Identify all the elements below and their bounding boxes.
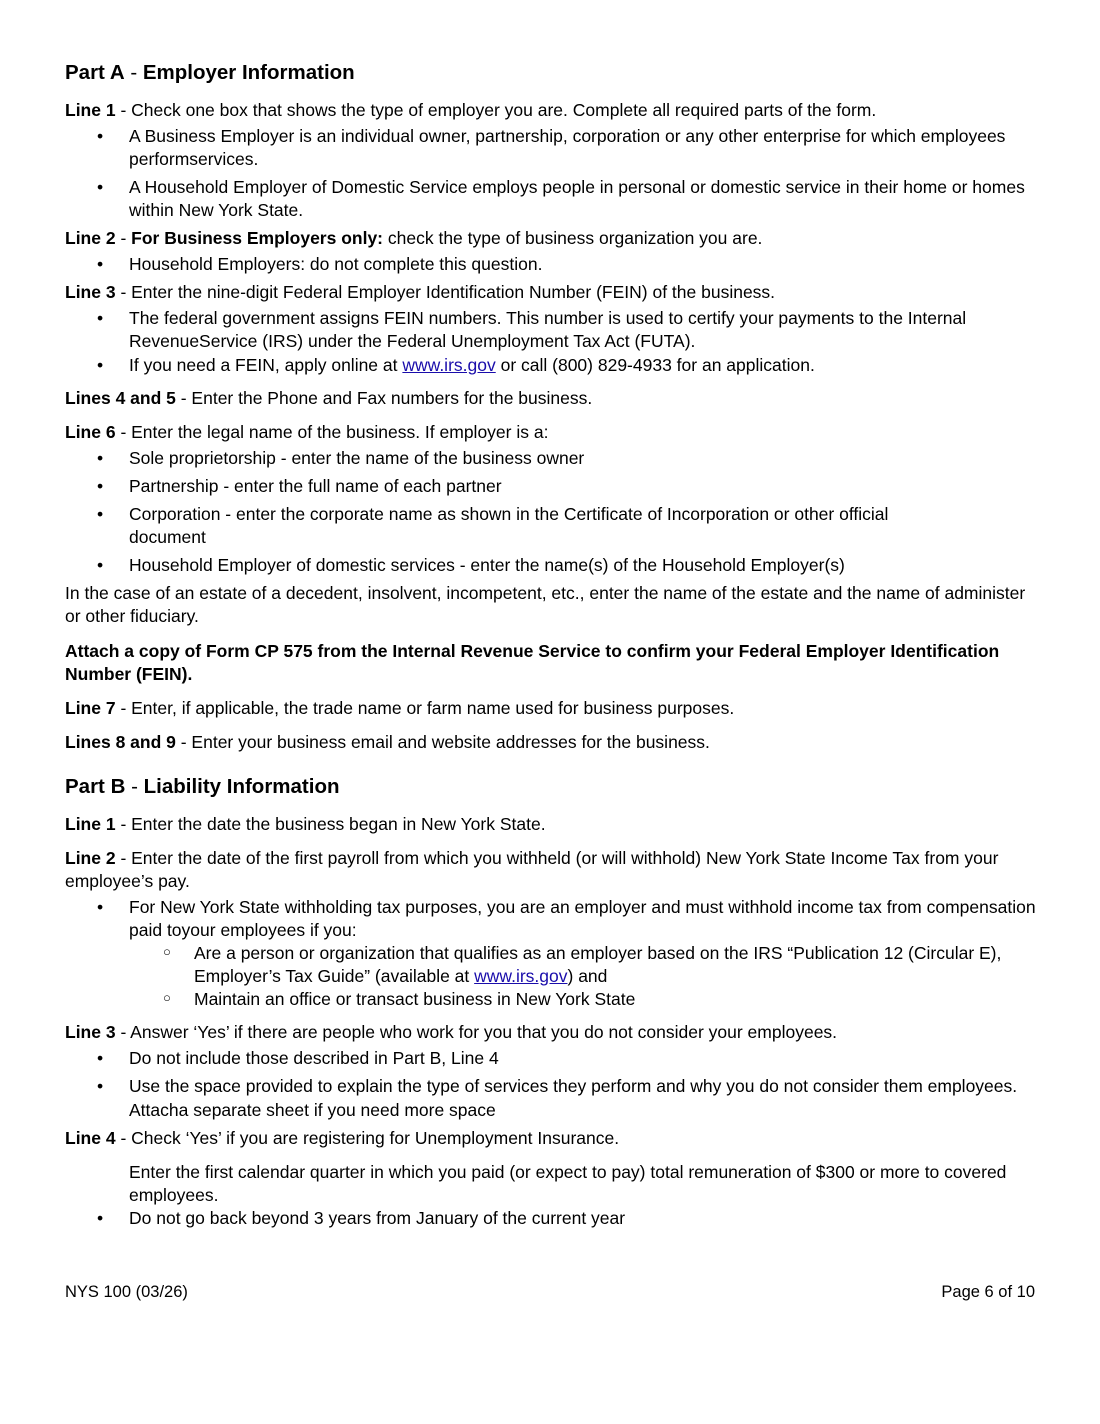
part-a-line6-bullets [65,447,1040,577]
part-a-line3-bullets [65,307,1040,376]
page-number: Page 6 of 10 [941,1283,1035,1301]
page-footer [65,1282,1035,1304]
list-item: • Sole proprietorship - enter the name of the business owner [65,447,1040,470]
line-text: - Enter the date the business began in New York State. [115,813,546,834]
list-item-text: If you need a FEIN, apply online at [129,354,403,375]
line-label: Lines 8 and 9 [65,731,176,752]
line-sep: - [115,228,132,249]
list-item: • The federal government assigns FEIN numbers. This number is used to certify your payments to the Internal RevenueService (IRS) under the Federal Unemployment Tax Act (FUTA). [65,307,1040,353]
line-label: Line 3 [65,1022,116,1043]
part-b-line1 [65,813,1040,836]
form-id: NYS 100 (03/26) [65,1283,188,1301]
part-b-line2 [65,847,1040,893]
sub-list-item-text: ) and [567,966,608,987]
line-label: Line 6 [65,421,116,442]
attach-note-text: Attach a copy of Form CP 575 from the Internal Revenue Service to confirm your Federal Employer Identification Number (FEIN). [65,640,1000,684]
part-a-line2 [65,227,1040,250]
attach-note [65,640,1040,686]
line-text: - Enter the nine-digit Federal Employer Identification Number (FEIN) of the business. [115,282,776,303]
line-bold-text: For Business Employers only: [131,228,384,249]
part-a-heading [65,60,1040,87]
part-a-line6 [65,421,1040,444]
part-b-line3-bullets [65,1047,1040,1121]
list-item [65,354,1040,377]
irs-link[interactable]: www.irs.gov [402,354,496,375]
line-text: - Check ‘Yes’ if you are registering for Unemployment Insurance. [115,1127,620,1148]
irs-link[interactable]: www.irs.gov [474,966,568,987]
part-b-line3 [65,1021,1040,1044]
part-a-sep: - [124,61,143,84]
part-b-label: Part B [65,774,126,798]
line-text: check the type of business organization you are. [383,228,763,249]
sub-list-item: ○ Maintain an office or transact business in New York State [129,988,1040,1011]
part-a-line1 [65,99,1040,122]
list-item-text: or call (800) 829-4933 for an application. [495,354,815,375]
list-item [65,896,1040,1011]
line-label: Line 1 [65,99,116,120]
part-a-line3 [65,281,1040,304]
line-text: - Enter the legal name of the business. If employer is a: [115,421,549,442]
estate-note: In the case of an estate of a decedent, insolvent, incompetent, etc., enter the name of the estate and the name of administer or other fiduciary. [65,583,1026,627]
part-a-lines-4-5 [65,387,1040,410]
part-b-line4-indent-text: Enter the first calendar quarter in which you paid (or expect to pay) total remuneration of $300 or more to covered employees. [129,1161,1007,1205]
line-text: - Enter the Phone and Fax numbers for the business. [175,387,593,408]
line-text: - Answer ‘Yes’ if there are people who work for you that you do not consider your employees. [115,1022,838,1043]
line-label: Line 7 [65,697,116,718]
list-item: • Household Employers: do not complete this question. [65,253,1040,276]
line-text: - Check one box that shows the type of employer you are. Complete all required parts of the form. [115,99,877,120]
part-a-line2-bullets [65,253,1040,276]
part-b-line2-sublist [129,942,1040,1011]
instructions-page [65,60,1040,1235]
line-text: - Enter, if applicable, the trade name or farm name used for business purposes. [115,697,735,718]
part-a-title: Employer Information [142,61,355,84]
part-b-heading [65,774,1040,801]
list-item: • Partnership - enter the full name of each partner [65,475,1040,498]
list-item: • A Household Employer of Domestic Service employs people in personal or domestic service in their home or homes within New York State. [65,176,1040,222]
part-b-sep: - [125,774,144,798]
list-item: • Do not include those described in Part B, Line 4 [65,1047,1040,1070]
list-item: • Do not go back beyond 3 years from January of the current year [65,1207,1040,1230]
part-b-line2-bullets [65,896,1040,1011]
list-item: • A Business Employer is an individual owner, partnership, corporation or any other enterprise for which employees performservices. [65,125,1040,171]
line-label: Line 3 [65,282,116,303]
part-a-line1-bullets [65,125,1040,222]
part-a-lines-8-9 [65,731,1040,754]
line-text: - Enter the date of the first payroll from which you withheld (or will withhold) New York State Income Tax from your employee’s pay. [65,847,999,891]
list-item: • Household Employer of domestic services - enter the name(s) of the Household Employer(s) [65,554,1040,577]
list-item: • Use the space provided to explain the type of services they perform and why you do not consider them employees. Attacha separate sheet if you need more space [65,1075,1040,1121]
part-a-label: Part A [65,61,125,84]
list-item-text: For New York State withholding tax purposes, you are an employer and must withhold income tax from compensation paid toyour employees if you: [129,896,1036,940]
list-item: • Corporation - enter the corporate name as shown in the Certificate of Incorporation or other official document [65,503,1040,549]
sub-list-item [129,942,1040,988]
line-label: Line 4 [65,1127,116,1148]
part-b-line4 [65,1127,1040,1150]
line-label: Lines 4 and 5 [65,387,176,408]
line-text: - Enter your business email and website addresses for the business. [175,731,710,752]
part-b-line4-bullets [65,1207,1040,1230]
line-label: Line 1 [65,813,116,834]
line-label: Line 2 [65,228,116,249]
line-label: Line 2 [65,847,116,868]
sub-list-item-text: Are a person or organization that qualifies as an employer based on the IRS “Publication 12 (Circular E), Employer’s Tax Guide” (available at [194,943,1002,987]
part-a-line7 [65,697,1040,720]
part-b-title: Liability Information [143,774,340,798]
